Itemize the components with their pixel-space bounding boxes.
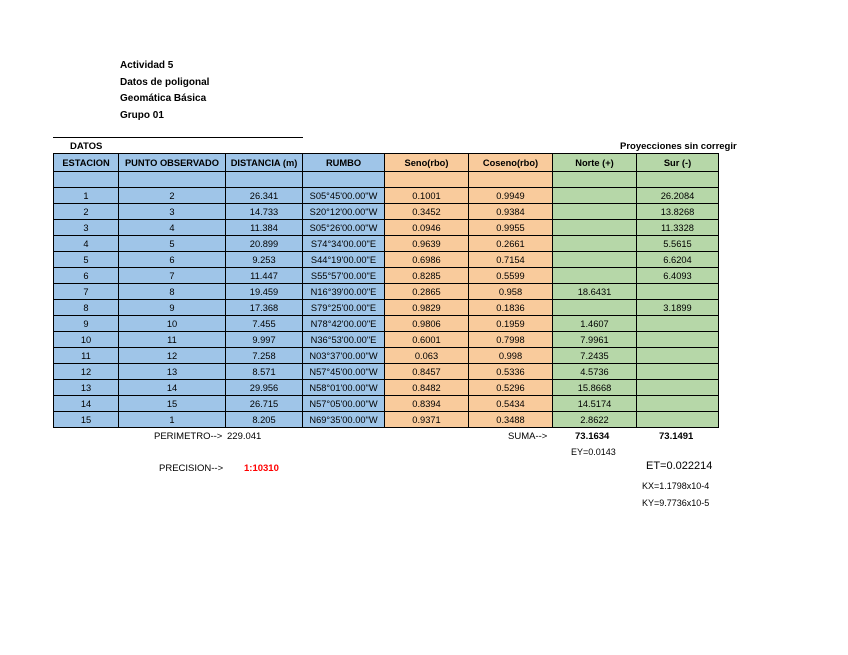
cell-punto: 7 [119, 268, 226, 284]
col-rumbo: RUMBO [303, 154, 385, 172]
table-row [54, 236, 719, 252]
cell-rumbo: S44°19'00.00"E [303, 252, 385, 268]
cell-distancia: 7.455 [226, 316, 303, 332]
cell-rumbo: S79°25'00.00"E [303, 300, 385, 316]
perimetro-value: 229.041 [227, 431, 262, 442]
cell-punto: 1 [119, 412, 226, 428]
table-row [54, 284, 719, 300]
cell-coseno: 0.1959 [469, 316, 553, 332]
cell-norte: 1.4607 [553, 316, 637, 332]
cell-seno: 0.9371 [385, 412, 469, 428]
cell-distancia: 11.447 [226, 268, 303, 284]
cell-estacion: 14 [54, 396, 119, 412]
cell-distancia: 26.715 [226, 396, 303, 412]
cell-seno: 0.6986 [385, 252, 469, 268]
cell-rumbo: N36°53'00.00"E [303, 332, 385, 348]
suma-norte: 73.1634 [575, 431, 610, 442]
cell-estacion: 7 [54, 284, 119, 300]
cell-seno: 0.9806 [385, 316, 469, 332]
blank-cell [553, 172, 637, 188]
cell-estacion: 10 [54, 332, 119, 348]
cell-distancia: 11.384 [226, 220, 303, 236]
cell-sur [637, 348, 719, 364]
cell-seno: 0.8394 [385, 396, 469, 412]
cell-seno: 0.8457 [385, 364, 469, 380]
cell-estacion: 9 [54, 316, 119, 332]
table-row [54, 364, 719, 380]
cell-coseno: 0.9955 [469, 220, 553, 236]
course-name: Geomática Básica [120, 93, 207, 104]
table-row [54, 204, 719, 220]
cell-coseno: 0.958 [469, 284, 553, 300]
cell-seno: 0.8285 [385, 268, 469, 284]
cell-punto: 5 [119, 236, 226, 252]
cell-estacion: 1 [54, 188, 119, 204]
cell-punto: 14 [119, 380, 226, 396]
table-row [54, 412, 719, 428]
cell-rumbo: N58°01'00.00"W [303, 380, 385, 396]
cell-seno: 0.8482 [385, 380, 469, 396]
cell-rumbo: N03°37'00.00"W [303, 348, 385, 364]
projections-label: Proyecciones sin corregir [620, 141, 737, 152]
cell-punto: 9 [119, 300, 226, 316]
cell-seno: 0.3452 [385, 204, 469, 220]
cell-estacion: 4 [54, 236, 119, 252]
perimetro-label: PERIMETRO--> [154, 431, 223, 442]
cell-punto: 2 [119, 188, 226, 204]
cell-coseno: 0.7998 [469, 332, 553, 348]
kx-value: KX=1.1798x10-4 [642, 481, 710, 491]
cell-norte [553, 220, 637, 236]
datos-label: DATOS [70, 141, 103, 152]
cell-distancia: 7.258 [226, 348, 303, 364]
cell-distancia: 29.956 [226, 380, 303, 396]
blank-row [54, 172, 719, 188]
table-row [54, 252, 719, 268]
cell-rumbo: N16°39'00.00"E [303, 284, 385, 300]
cell-rumbo: N57°05'00.00"W [303, 396, 385, 412]
cell-sur [637, 380, 719, 396]
cell-distancia: 20.899 [226, 236, 303, 252]
cell-sur: 26.2084 [637, 188, 719, 204]
cell-coseno: 0.5599 [469, 268, 553, 284]
cell-norte: 2.8622 [553, 412, 637, 428]
cell-seno: 0.2865 [385, 284, 469, 300]
cell-estacion: 13 [54, 380, 119, 396]
datos-divider [53, 137, 303, 138]
cell-sur [637, 284, 719, 300]
table-header-row [54, 154, 719, 172]
cell-seno: 0.1001 [385, 188, 469, 204]
table-row [54, 396, 719, 412]
cell-coseno: 0.5336 [469, 364, 553, 380]
activity-title: Actividad 5 [120, 60, 174, 71]
et-value: ET=0.022214 [646, 460, 713, 472]
table-row [54, 300, 719, 316]
table-row [54, 316, 719, 332]
cell-punto: 6 [119, 252, 226, 268]
cell-punto: 15 [119, 396, 226, 412]
table-row [54, 220, 719, 236]
table-row [54, 332, 719, 348]
group-name: Grupo 01 [120, 109, 164, 121]
cell-norte [553, 204, 637, 220]
col-norte: Norte (+) [553, 154, 637, 172]
cell-norte: 18.6431 [553, 284, 637, 300]
cell-norte [553, 268, 637, 284]
cell-seno: 0.0946 [385, 220, 469, 236]
cell-distancia: 9.997 [226, 332, 303, 348]
col-distancia: DISTANCIA (m) [226, 154, 303, 172]
cell-norte: 4.5736 [553, 364, 637, 380]
cell-sur: 6.4093 [637, 268, 719, 284]
table-row [54, 268, 719, 284]
cell-seno: 0.6001 [385, 332, 469, 348]
traverse-table [53, 153, 719, 428]
cell-norte: 7.2435 [553, 348, 637, 364]
cell-rumbo: S74°34'00.00"E [303, 236, 385, 252]
cell-sur: 5.5615 [637, 236, 719, 252]
cell-norte [553, 252, 637, 268]
col-estacion: ESTACION [54, 154, 119, 172]
cell-distancia: 26.341 [226, 188, 303, 204]
blank-cell [385, 172, 469, 188]
cell-seno: 0.9639 [385, 236, 469, 252]
cell-coseno: 0.7154 [469, 252, 553, 268]
cell-distancia: 17.368 [226, 300, 303, 316]
cell-coseno: 0.9384 [469, 204, 553, 220]
cell-sur [637, 316, 719, 332]
cell-sur: 6.6204 [637, 252, 719, 268]
cell-norte [553, 300, 637, 316]
cell-coseno: 0.3488 [469, 412, 553, 428]
cell-sur [637, 364, 719, 380]
cell-sur: 11.3328 [637, 220, 719, 236]
cell-punto: 10 [119, 316, 226, 332]
table-row [54, 348, 719, 364]
cell-coseno: 0.998 [469, 348, 553, 364]
cell-coseno: 0.5434 [469, 396, 553, 412]
blank-cell [303, 172, 385, 188]
cell-sur [637, 396, 719, 412]
cell-distancia: 14.733 [226, 204, 303, 220]
suma-sur: 73.1491 [659, 431, 694, 442]
precision-label: PRECISION--> [159, 463, 224, 474]
blank-cell [226, 172, 303, 188]
cell-norte [553, 188, 637, 204]
cell-norte: 7.9961 [553, 332, 637, 348]
cell-seno: 0.063 [385, 348, 469, 364]
cell-rumbo: S05°45'00.00"W [303, 188, 385, 204]
cell-norte [553, 236, 637, 252]
cell-coseno: 0.1836 [469, 300, 553, 316]
cell-rumbo: S20°12'00.00"W [303, 204, 385, 220]
cell-rumbo: S55°57'00.00"E [303, 268, 385, 284]
cell-estacion: 11 [54, 348, 119, 364]
cell-estacion: 12 [54, 364, 119, 380]
document-header [120, 58, 209, 124]
cell-coseno: 0.5296 [469, 380, 553, 396]
cell-rumbo: N69°35'00.00"W [303, 412, 385, 428]
cell-punto: 13 [119, 364, 226, 380]
cell-rumbo: N78°42'00.00"E [303, 316, 385, 332]
cell-distancia: 8.205 [226, 412, 303, 428]
cell-distancia: 9.253 [226, 252, 303, 268]
col-seno: Seno(rbo) [385, 154, 469, 172]
cell-distancia: 8.571 [226, 364, 303, 380]
precision-value: 1:10310 [244, 463, 279, 474]
cell-rumbo: N57°45'00.00"W [303, 364, 385, 380]
subtitle: Datos de poligonal [120, 76, 210, 88]
cell-rumbo: S05°26'00.00"W [303, 220, 385, 236]
cell-sur: 13.8268 [637, 204, 719, 220]
cell-estacion: 3 [54, 220, 119, 236]
cell-estacion: 2 [54, 204, 119, 220]
table-row [54, 380, 719, 396]
cell-norte: 15.8668 [553, 380, 637, 396]
blank-cell [637, 172, 719, 188]
col-coseno: Coseno(rbo) [469, 154, 553, 172]
cell-sur [637, 412, 719, 428]
cell-norte: 14.5174 [553, 396, 637, 412]
col-sur: Sur (-) [637, 154, 719, 172]
cell-estacion: 6 [54, 268, 119, 284]
cell-sur [637, 332, 719, 348]
cell-coseno: 0.9949 [469, 188, 553, 204]
table-row [54, 188, 719, 204]
cell-punto: 4 [119, 220, 226, 236]
cell-estacion: 15 [54, 412, 119, 428]
cell-distancia: 19.459 [226, 284, 303, 300]
blank-cell [119, 172, 226, 188]
cell-coseno: 0.2661 [469, 236, 553, 252]
col-punto-observado: PUNTO OBSERVADO [119, 154, 226, 172]
cell-punto: 3 [119, 204, 226, 220]
blank-cell [469, 172, 553, 188]
ky-value: KY=9.7736x10-5 [642, 498, 710, 508]
blank-cell [54, 172, 119, 188]
cell-punto: 8 [119, 284, 226, 300]
cell-seno: 0.9829 [385, 300, 469, 316]
cell-estacion: 5 [54, 252, 119, 268]
suma-label: SUMA--> [508, 431, 548, 442]
cell-punto: 11 [119, 332, 226, 348]
cell-punto: 12 [119, 348, 226, 364]
cell-sur: 3.1899 [637, 300, 719, 316]
cell-estacion: 8 [54, 300, 119, 316]
ey-value: EY=0.0143 [571, 447, 616, 457]
